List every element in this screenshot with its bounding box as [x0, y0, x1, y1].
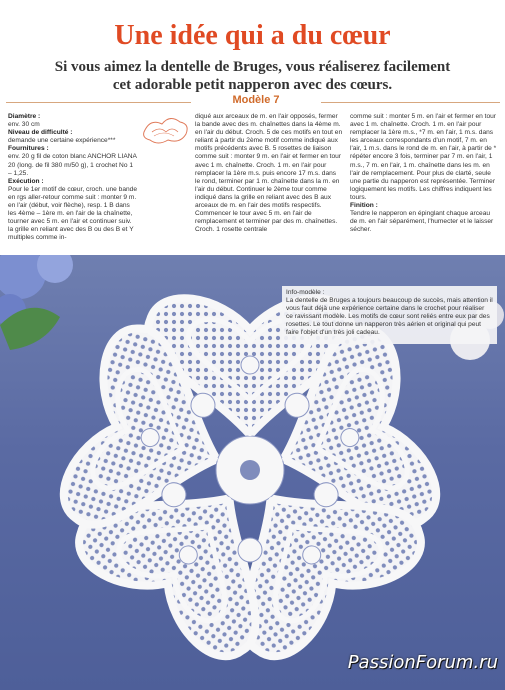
diametre-value: env. 30 cm [8, 121, 40, 129]
fournitures-label: Fournitures : [8, 145, 49, 153]
divider-left [6, 102, 191, 103]
instructions-column-3 [350, 113, 498, 234]
page-title: Une idée qui a du cœur [114, 20, 391, 51]
execution-value: Pour le 1er motif de cœur, croch. une bande en rgs aller-retour comme suit : monter 9 m. en l'air (début, voir flèche), resp. 1 B dans les 4ème – 1ère m. en l'air de la chaînette, tourner avec 5 m. en l'air et continuer suiv. la grille en reliant avec des B ou des B et Y multiples comme in- [8, 185, 138, 242]
diametre-label: Diamètre : [8, 113, 41, 120]
doily [55, 298, 445, 669]
info-text: La dentelle de Bruges a toujours beaucoup de succès, mais attention il vous faut déjà une expérience certaine dans le crochet pour réaliser ce ravissant modèle. Les motifs de cœur sont reliés entre eux par des rosettes. Le tout donne un napperon très aérien et original qui peut faire l'objet d'un très joli cadeau. [286, 297, 493, 336]
lace-doodle-icon [140, 110, 192, 150]
niveau-value: demande une certaine expérience*** [8, 137, 116, 145]
model-header [6, 96, 500, 110]
instructions-column-1 [8, 113, 138, 243]
info-box [282, 286, 497, 344]
info-label: Info-modèle : [286, 289, 325, 296]
column-2-text: diqué aux arceaux de m. en l'air opposés, fermer la bande avec des m. chaînettes dans la 4ème m. en l'air du début. Croch. 5 de ces motifs en tout en reliant à partir du 2ème motif comme indiqué aux motifs précédents avec B. 5 rosettes de liaison comme suit : monter 9 m. en l'air et fermer en tour avec 1 m. chaînette. Croch. 1 m. en l'air pour remplacer la 1ère m.s. puis encore 17 m.s. dans le rond, terminer par 1 m. chaînette dans la m. en l'air du début. Continuer le 2ème tour comme indiqué dans la grille en reliant avec des B aux arceaux de m. en l'air des motifs respectifs. Commencer le tour avec 5 m. en l'air de remplacement et terminer par des m. chaînettes. Croch. 1 rosette centrale [195, 113, 343, 234]
instructions-column-2 [195, 113, 343, 234]
watermark: PassionForum.ru [347, 652, 498, 673]
execution-label: Exécution : [8, 177, 44, 185]
page-subtitle [20, 58, 485, 94]
subtitle-line-1: Si vous aimez la dentelle de Bruges, vous réaliserez facilement [54, 59, 451, 75]
divider-right [321, 102, 500, 103]
subtitle-line-2: cet adorable petit napperon avec des cœurs. [112, 77, 393, 93]
model-number: Modèle 7 [232, 94, 280, 106]
column-3-text: comme suit : monter 5 m. en l'air et fermer en tour avec 1 m. chaînette. Croch. 1 m. en l'air pour remplacer la 1ère m.s., *7 m. en l'air, 1 m.s. dans les arceaux correspondants d'un motif, 7 m. en l'air, 1 m.s. dans le rond de m. en l'air, à partir de * répéter encore 3 fois, terminer par 7 m. en l'air, 1 m.s., 7 m. en l'air, 1 m. chaînette dans les m. en l'air de remplacement. Pour plus de clarté, seule une partie du napperon est représentée. Terminer logiquement les motifs. Les chiffres indiquent les tours. [350, 113, 497, 201]
fournitures-value: env. 20 g fil de coton blanc ANCHOR LIANA 20 (long. de fil 380 m/50 g), 1 crochet No 1 – 1,25. [8, 153, 137, 177]
finition-label: Finition : [350, 202, 378, 210]
finition-value: Tendre le napperon en épinglant chaque arceau de m. en l'air séparément, l'humecter et le laisser sécher. [350, 210, 494, 234]
niveau-label: Niveau de difficulté : [8, 129, 73, 137]
